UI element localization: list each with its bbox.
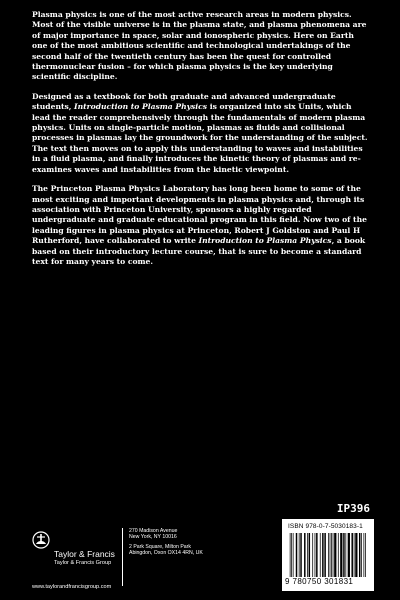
publisher-group: Taylor & Francis Group [54, 560, 112, 566]
blurb-text: , a book based on their introductory lecture course, that is sure to become a standard text for many years to come. [32, 236, 366, 266]
blurb-text: Designed as a textbook for both graduate and advanced undergraduate students, [32, 91, 336, 112]
blurb-paragraph [32, 184, 368, 267]
publisher-name: Taylor & Francis [54, 549, 115, 559]
catalog-code: IP396 [336, 502, 370, 515]
barcode-bar [355, 533, 357, 577]
barcode-bar [364, 533, 365, 577]
book-title-italic: Introduction to Plasma Physics [198, 236, 332, 246]
barcode-bar [361, 533, 362, 577]
barcode-bar [293, 533, 294, 577]
barcode-bar [290, 533, 291, 577]
barcode-bar [322, 533, 324, 577]
barcode-bar [328, 533, 329, 577]
barcode-bar [296, 533, 298, 577]
isbn-barcode-box [282, 519, 374, 591]
barcode-bar [345, 533, 346, 577]
barcode-bar [331, 533, 332, 577]
barcode-bar [304, 533, 306, 577]
barcode-bar [307, 533, 308, 577]
barcode-bar [351, 533, 353, 577]
blurb-text: The Princeton Plasma Physics Laboratory has long been home to some of the most exciting and important developments in plasma physics and, through its association with Princeton University, sponsors a highly regarded undergraduate and graduate educational program in this field. Now two of the leading figures in plasma physics at Princeton, Robert J Goldston and Paul H Rutherford, have collaborated to write [32, 184, 367, 246]
barcode-bar [316, 533, 318, 577]
address-line: 270 Madison Avenue [129, 528, 178, 534]
barcode-bar [343, 533, 345, 577]
blurb-text: Plasma physics is one of the most active research areas in modern physics. Most of the visible universe is in the plasma state, and plasma phenomena are of major importance in space, solar and ionospheric physics. Here on Earth one of the most ambitious scientific and technological undertakings of the second half of the twentieth century has been the quest for controlled thermonuclear fusion – for which plasma physics is the key underlying scientific discipline. [32, 10, 367, 82]
publisher-url: www.taylorandfrancisgroup.com [32, 584, 112, 590]
barcode-bar [312, 533, 313, 577]
barcode-graphic [289, 533, 367, 577]
blurb-text: is organized into six Units, which lead the reader comprehensively through the fundamentals of modern plasma physics. Units on single-particle motion, plasmas as fluids and collisional processes in plasmas lay the groundwork for the understanding of the subject. The text then moves on to apply this understanding to waves and instabilities in a fluid plasma, and finally introduces the kinetic theory of plasmas and re-examines waves and instabilities from the kinetic viewpoint. [32, 102, 368, 174]
barcode-bar [315, 533, 316, 577]
barcode-bar [291, 533, 292, 577]
address-line: New York, NY 10016 [129, 534, 177, 541]
barcode-bar [340, 533, 342, 577]
taylor-francis-logo-icon [32, 531, 50, 553]
barcode-bar [309, 533, 311, 577]
barcode-bar [320, 533, 321, 577]
barcode-bar [333, 533, 334, 577]
barcode-bar [365, 533, 366, 577]
barcode-bar [299, 533, 300, 577]
back-cover-blurb [32, 10, 368, 276]
isbn-label: ISBN 978-0-7-5030183-1 [288, 523, 363, 530]
address-line: 2 Park Square, Milton Park [129, 543, 191, 550]
barcode-bar [359, 533, 361, 577]
publisher-divider [122, 528, 123, 586]
blurb-paragraph [32, 92, 368, 175]
barcode-bar [330, 533, 331, 577]
barcode-bar [300, 533, 302, 577]
book-title-italic: Introduction to Plasma Physics [74, 102, 208, 112]
barcode-bar [334, 533, 336, 577]
address-line: Abingdon, Oxon OX14 4RN, UK [129, 549, 203, 556]
barcode-bar [324, 533, 326, 577]
publisher-addresses [129, 528, 203, 556]
barcode-bar [354, 533, 355, 577]
blurb-paragraph [32, 10, 368, 83]
barcode-number: 9 780750 301831 [285, 577, 354, 586]
barcode-bar [338, 533, 339, 577]
barcode-bar [348, 533, 350, 577]
